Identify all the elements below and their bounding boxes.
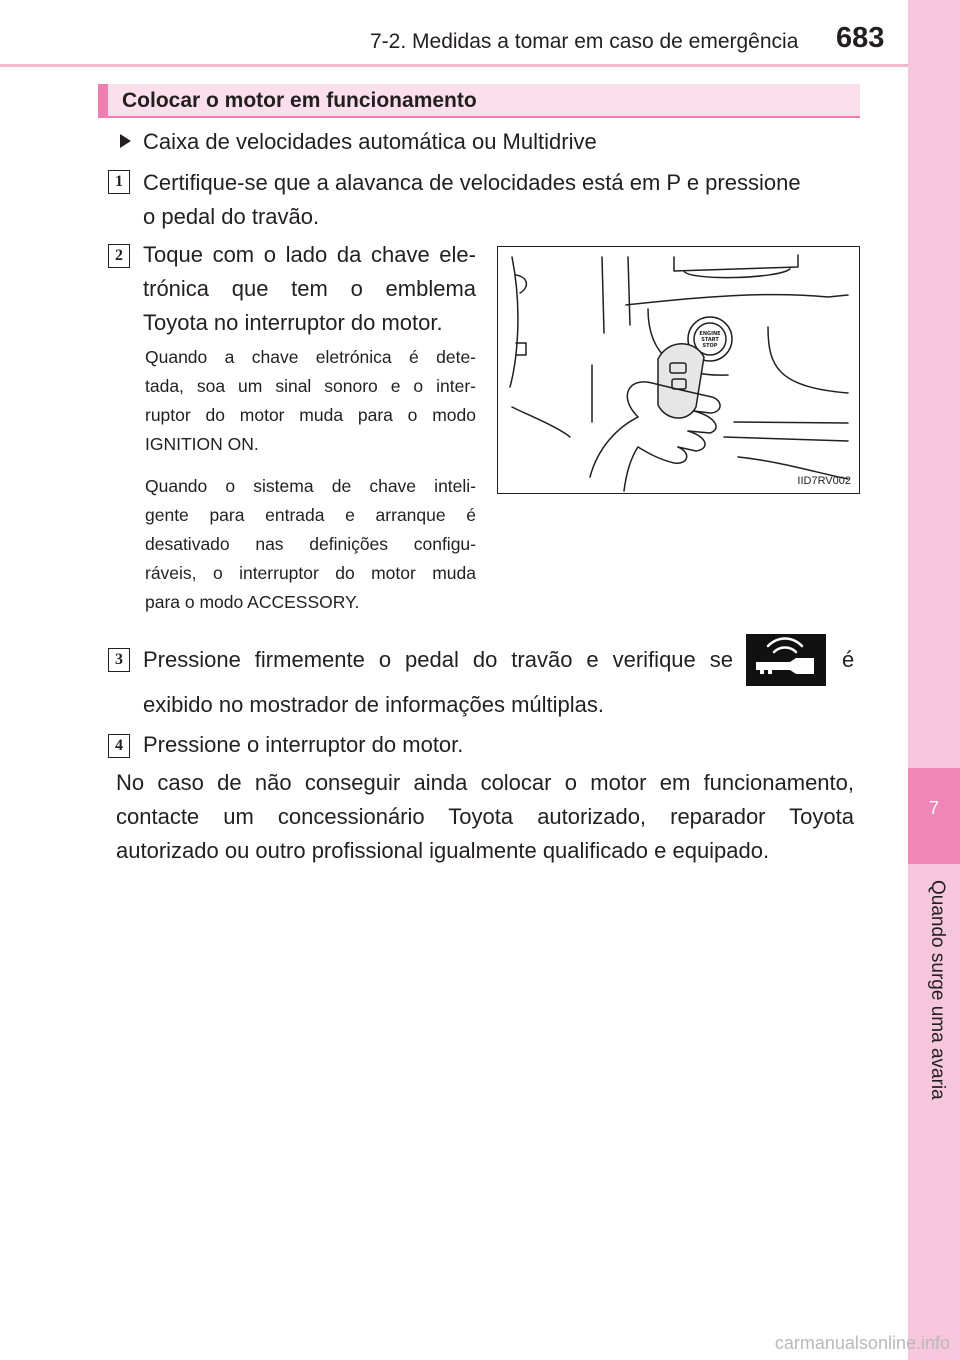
note-1-line-1: Quando a chave eletrónica é dete-	[145, 347, 476, 367]
section-header	[98, 84, 860, 118]
closing-line-1: No caso de não conseguir ainda colocar o motor em funcionamento,	[116, 770, 854, 795]
step-number-3: 3	[108, 648, 130, 672]
note-2-line-5: para o modo ACCESSORY.	[145, 592, 360, 612]
step-3-line-3: exibido no mostrador de informações múltiplas.	[143, 692, 605, 717]
key-in-hand-engine-button-icon	[498, 247, 858, 492]
step-number-1: 1	[108, 170, 130, 194]
chapter-title: Quando surge uma avaria	[927, 880, 948, 1100]
button-text-start: START	[701, 337, 719, 343]
step-4-line-1: Pressione o interruptor do motor.	[143, 732, 464, 757]
header-divider	[0, 64, 908, 67]
intro-bullet-text: Caixa de velocidades automática ou Multidrive	[143, 129, 597, 154]
closing-line-2: contacte um concessionário Toyota autorizado, reparador Toyota	[116, 804, 854, 829]
section-title: Colocar o motor em funcionamento	[122, 89, 477, 112]
note-1-line-2: tada, soa um sinal sonoro e o inter-	[145, 376, 476, 396]
step-1-line-2: o pedal do travão.	[143, 204, 320, 229]
smart-key-indicator-icon	[746, 634, 826, 686]
engine-start-illustration	[497, 246, 860, 494]
step-3-line-2: é	[842, 647, 855, 672]
chapter-number: 7	[928, 798, 939, 818]
step-3-line-1: Pressione firmemente o pedal do travão e verifique se	[143, 647, 733, 672]
chapter-side-tab	[908, 0, 960, 1360]
header-title: 7-2. Medidas a tomar em caso de emergência	[370, 30, 799, 53]
watermark: carmanualsonline.info	[774, 1333, 950, 1353]
note-2-line-2: gente para entrada e arranque é	[145, 505, 476, 525]
closing-line-3: autorizado ou outro profissional igualmente qualificado e equipado.	[116, 838, 770, 863]
button-text-stop: STOP	[702, 343, 718, 349]
bullet-triangle-icon	[120, 134, 131, 148]
note-1-line-4: IGNITION ON.	[145, 434, 259, 454]
step-number-4: 4	[108, 734, 130, 758]
step-2-line-3: Toyota no interruptor do motor.	[143, 310, 443, 335]
note-2-line-3: desativado nas definições configu-	[145, 534, 476, 554]
step-number-2: 2	[108, 244, 130, 268]
step-1-line-1: Certifique-se que a alavanca de velocidades está em P e pressione	[143, 170, 801, 195]
page-number: 683	[836, 22, 885, 54]
note-1-line-3: ruptor do motor muda para o modo	[145, 405, 476, 425]
illustration-code: IID7RV002	[797, 475, 851, 487]
step-2-line-2: trónica que tem o emblema	[143, 276, 476, 301]
button-text-engine: ENGINE	[699, 331, 721, 337]
step-2-line-1: Toque com o lado da chave ele-	[143, 242, 476, 267]
note-2-line-1: Quando o sistema de chave inteli-	[145, 476, 476, 496]
note-2-line-4: ráveis, o interruptor do motor muda	[145, 563, 476, 583]
